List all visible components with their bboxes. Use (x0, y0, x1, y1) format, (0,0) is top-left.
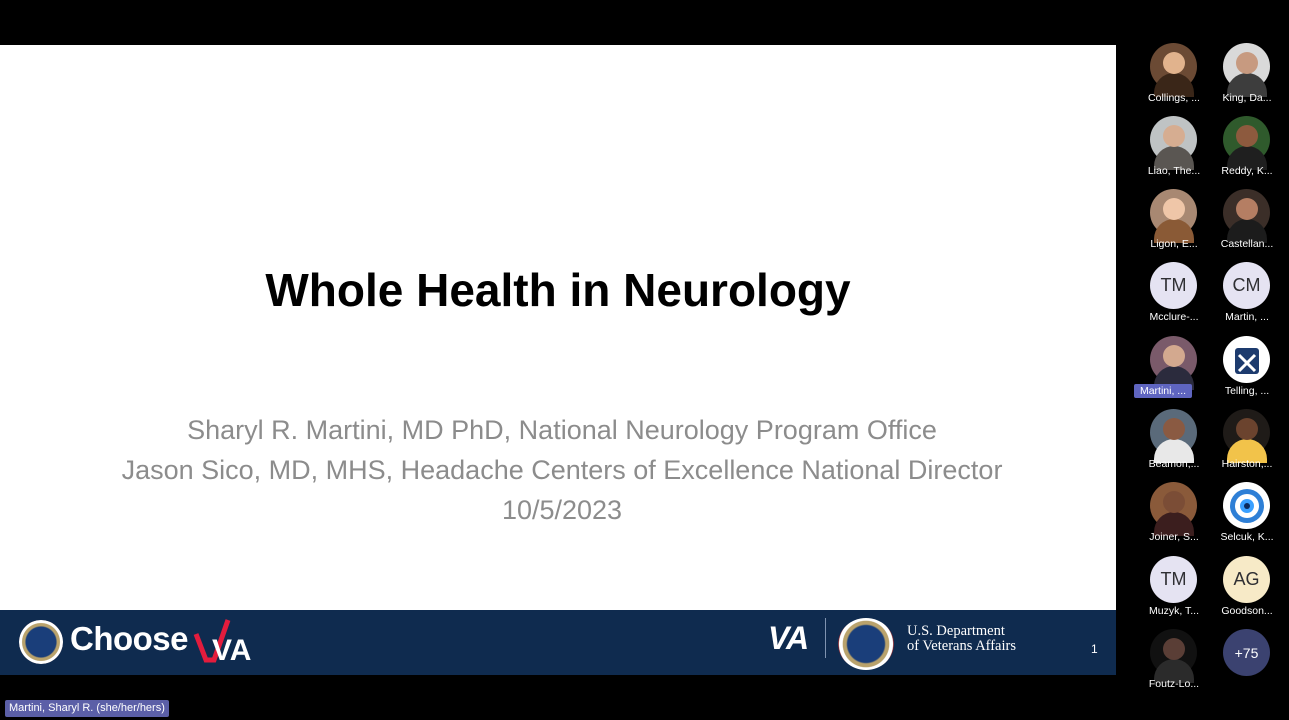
slide-title: Whole Health in Neurology (265, 264, 851, 316)
participant-tile[interactable] (1211, 409, 1281, 479)
participant-tile[interactable] (1138, 409, 1208, 479)
avatar (1223, 116, 1270, 163)
department-name-line2: of Veterans Affairs (907, 638, 1016, 654)
choose-va-logo-text: Choose (70, 620, 189, 657)
participant-name: Reddy, K... (1221, 165, 1273, 177)
participant-tile[interactable] (1211, 43, 1281, 113)
participant-name: Mcclure-... (1149, 311, 1199, 323)
participant-name: Ligon, E... (1150, 238, 1198, 250)
participant-name: Castellan... (1220, 238, 1274, 250)
department-name-line1: U.S. Department (907, 623, 1005, 639)
choose-va-check-icon (194, 616, 252, 667)
participant-tile[interactable] (1211, 189, 1281, 259)
participant-tile[interactable] (1138, 482, 1208, 552)
participant-name: Goodson... (1221, 605, 1273, 617)
va-seal-icon (19, 620, 63, 664)
slide-presenter-2: Jason Sico, MD, MHS, Headache Centers of Excellence National Director (121, 455, 1003, 485)
participant-tile[interactable] (1138, 629, 1208, 699)
participant-name-active-speaker: Martini, ... (1134, 384, 1192, 398)
avatar (1150, 116, 1197, 163)
participant-tile[interactable] (1211, 262, 1281, 332)
avatar (1150, 409, 1197, 456)
avatar (1223, 409, 1270, 456)
slide-page-number: 1 (1091, 642, 1098, 656)
avatar-initials: CM (1223, 262, 1270, 309)
participant-name: Joiner, S... (1149, 531, 1199, 543)
avatar-initials: AG (1223, 556, 1270, 603)
avatar-initials: TM (1150, 556, 1197, 603)
avatar (1150, 189, 1197, 236)
participant-name: Foutz-Lo... (1148, 678, 1200, 690)
participant-name: Beamon,... (1148, 458, 1200, 470)
participant-tile[interactable] (1138, 43, 1208, 113)
avatar (1223, 43, 1270, 90)
va-wordmark: VA (768, 620, 809, 656)
overflow-count: +75 (1223, 629, 1270, 676)
slide-date: 10/5/2023 (501, 495, 623, 525)
participant-tile[interactable] (1211, 556, 1281, 626)
avatar (1150, 43, 1197, 90)
participant-tile[interactable] (1138, 116, 1208, 186)
avatar (1150, 629, 1197, 676)
participant-name: King, Da... (1222, 92, 1272, 104)
participant-tile[interactable] (1138, 189, 1208, 259)
participant-name: Muzyk, T... (1149, 605, 1199, 617)
active-speaker-nameplate: Martini, Sharyl R. (she/her/hers) (5, 700, 169, 717)
participant-name: Collings, ... (1148, 92, 1200, 104)
participant-name: Hairston,... (1221, 458, 1273, 470)
participant-name: Selcuk, K... (1220, 531, 1274, 543)
slide-presenter-1: Sharyl R. Martini, MD PhD, National Neurology Program Office (187, 415, 937, 445)
participant-tile[interactable] (1138, 556, 1208, 626)
participant-tile[interactable] (1138, 336, 1208, 406)
participant-gallery (1116, 0, 1280, 720)
university-logo-icon (1223, 336, 1270, 383)
participant-tile[interactable] (1211, 482, 1281, 552)
participant-tile[interactable] (1211, 336, 1281, 406)
shared-slide (0, 45, 1116, 675)
footer-divider (825, 618, 826, 658)
more-participants-button[interactable] (1211, 629, 1281, 699)
participant-name: Telling, ... (1224, 385, 1270, 397)
participant-name: Liao, The... (1147, 165, 1201, 177)
department-seal-icon (838, 618, 894, 670)
choose-va-check-text: VA (212, 634, 252, 667)
avatar (1150, 336, 1197, 383)
participant-tile[interactable] (1211, 116, 1281, 186)
participant-name: Martin, ... (1225, 311, 1269, 323)
avatar (1223, 189, 1270, 236)
eye-logo-icon (1223, 482, 1270, 529)
participant-tile[interactable] (1138, 262, 1208, 332)
avatar-initials: TM (1150, 262, 1197, 309)
avatar (1150, 482, 1197, 529)
slide-footer-banner (0, 610, 1116, 675)
